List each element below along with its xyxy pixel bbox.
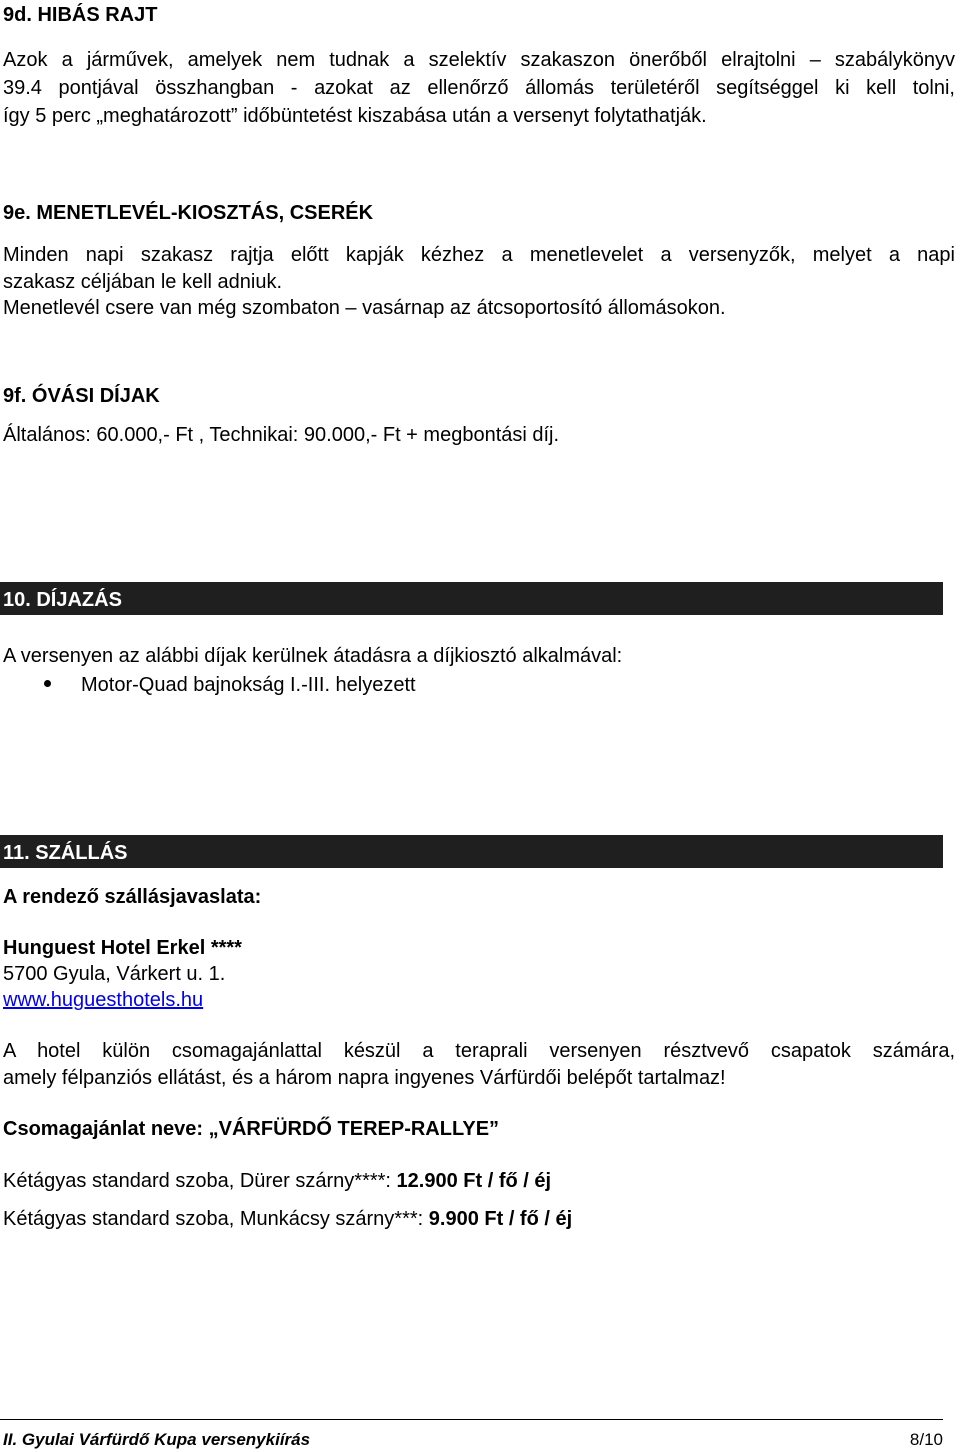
section-9d-line-2: 39.4 pontjával összhangban - azokat az ellenőrző állomás területéről segítséggel ki kell tolni, <box>3 77 955 99</box>
section-9e-line-1: Minden napi szakasz rajtja előtt kapják kézhez a menetlevelet a versenyzők, melyet a napi <box>3 244 955 266</box>
section-11-heading: 11. SZÁLLÁS <box>3 842 128 864</box>
hotel-website-link[interactable]: www.huguesthotels.hu <box>3 989 204 1011</box>
page-number: 8/10 <box>909 1430 943 1449</box>
hotel-address: 5700 Gyula, Várkert u. 1. <box>3 963 226 985</box>
section-9f-heading: 9f. ÓVÁSI DÍJAK <box>3 385 160 407</box>
section-10-heading: 10. DÍJAZÁS <box>3 589 122 611</box>
hotel-name: Hunguest Hotel Erkel **** <box>3 937 242 959</box>
room-price-2: 9.900 Ft / fő / éj <box>428 1208 573 1230</box>
room-label-1: Kétágyas standard szoba, Dürer szárny****: <box>3 1170 391 1192</box>
section-9d-heading: 9d. HIBÁS RAJT <box>3 4 158 26</box>
section-9e-line-3: Menetlevél csere van még szombaton – vasárnap az átcsoportosító állomásokon. <box>3 297 726 319</box>
section-9d-line-1: Azok a járművek, amelyek nem tudnak a szelektív szakaszon önerőből elrajtolni – szabálykönyv <box>3 49 955 71</box>
prizes-intro: A versenyen az alábbi díjak kerülnek átadásra a díjkiosztó alkalmával: <box>3 645 623 667</box>
room-price-1: 12.900 Ft / fő / éj <box>396 1170 552 1192</box>
offer-line-2: amely félpanziós ellátást, és a három napra ingyenes Várfürdői belépőt tartalmaz! <box>3 1067 726 1089</box>
section-9e-heading: 9e. MENETLEVÉL-KIOSZTÁS, CSERÉK <box>3 202 374 224</box>
section-9e-line-2: szakasz céljában le kell adniuk. <box>3 271 283 293</box>
package-line <box>3 1117 499 1141</box>
room-line-1 <box>3 1169 551 1193</box>
bullet-dot <box>44 680 51 687</box>
prize-item: Motor-Quad bajnokság I.-III. helyezett <box>81 674 416 696</box>
hotel-website-line <box>3 988 203 1012</box>
package-label: Csomagajánlat neve: <box>3 1118 204 1140</box>
offer-line-1: A hotel külön csomagajánlattal készül a teraprali versenyen résztvevő csapatok számára, <box>3 1040 955 1062</box>
section-10-bar <box>0 582 943 615</box>
section-9d-line-3: így 5 perc „meghatározott” időbüntetést kiszabása után a versenyt folytathatják. <box>3 105 707 127</box>
package-name: „VÁRFÜRDŐ TEREP-RALLYE” <box>208 1118 500 1140</box>
room-label-2: Kétágyas standard szoba, Munkácsy szárny***: <box>3 1208 424 1230</box>
accommodation-subheading: A rendező szállásjavaslata: <box>3 886 262 908</box>
footer-title: II. Gyulai Várfürdő Kupa versenykiírás <box>3 1430 311 1449</box>
room-line-2 <box>3 1207 572 1231</box>
section-11-bar <box>0 835 943 868</box>
footer-rule <box>0 1419 943 1420</box>
protest-fees-text: Általános: 60.000,- Ft , Technikai: 90.000,- Ft + megbontási díj. <box>3 424 560 446</box>
